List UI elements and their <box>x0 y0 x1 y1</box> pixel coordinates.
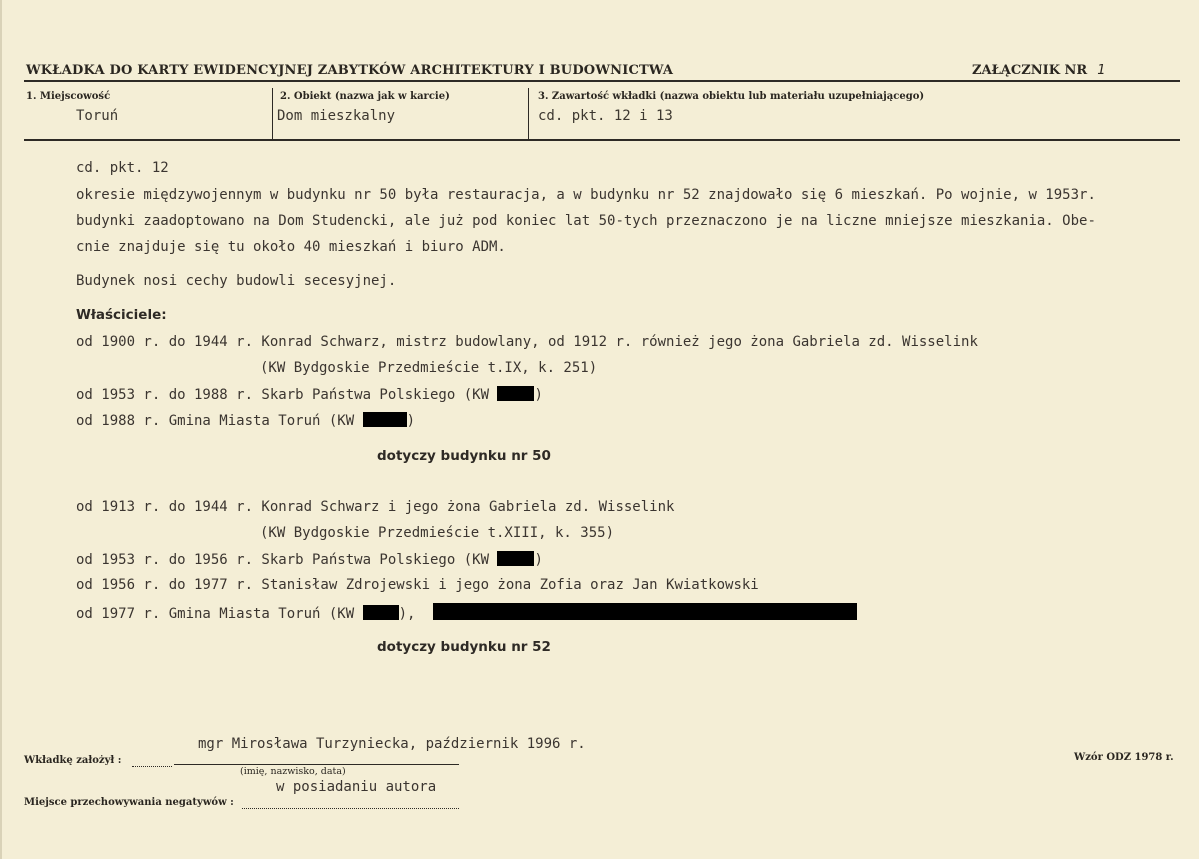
close-paren: ) <box>406 413 416 429</box>
object-value: Dom mieszkalny <box>277 108 396 124</box>
author-label: Wkładkę założył : <box>24 755 122 766</box>
card-title: WKŁADKA DO KARTY EWIDENCYJNEJ ZABYTKÓW ARCHITEKTURY I BUDOWNICTWA <box>26 63 674 78</box>
continuation-note: cd. pkt. 12 <box>76 160 169 176</box>
locality-label: 1. Miejscowość <box>26 91 111 102</box>
header-rule <box>24 80 1180 82</box>
owner-entry: od 1956 r. do 1977 r. Stanisław Zdrojewski i jego żona Zofia oraz Jan Kwiatkowski <box>76 577 759 593</box>
owner-entry <box>76 603 857 622</box>
attachment-label-text: ZAŁĄCZNIK NR <box>972 63 1088 78</box>
land-register-ref: (KW Bydgoskie Przedmieście t.IX, k. 251) <box>260 360 598 376</box>
owner-entry-text: od 1988 r. Gmina Miasta Toruń (KW <box>76 413 363 429</box>
owner-entry <box>76 412 415 429</box>
history-line-3: cnie znajduje się tu około 40 mieszkań i biuro ADM. <box>76 239 506 255</box>
redaction-block <box>363 412 407 427</box>
history-line-1: okresie międzywojennym w budynku nr 50 była restauracja, a w budynku nr 52 znajdowało się 6 mieszkań. Po wojnie, w 1953r. <box>76 187 1096 203</box>
owner-entry: od 1900 r. do 1944 r. Konrad Schwarz, mistrz budowlany, od 1912 r. również jego żona Gabriela zd. Wisselink <box>76 334 978 350</box>
author-hint: (imię, nazwisko, data) <box>240 766 346 777</box>
locality-value: Toruń <box>76 108 119 124</box>
dotted-line <box>132 765 172 767</box>
object-label: 2. Obiekt (nazwa jak w karcie) <box>280 91 450 102</box>
building-50-caption: dotyczy budynku nr 50 <box>377 448 551 464</box>
owner-entry: od 1913 r. do 1944 r. Konrad Schwarz i jego żona Gabriela zd. Wisselink <box>76 499 675 515</box>
redaction-block <box>363 605 399 620</box>
storage-label: Miejsce przechowywania negatywów : <box>24 797 234 808</box>
dotted-line <box>242 807 459 809</box>
form-template: Wzór ODZ 1978 r. <box>1074 752 1174 763</box>
content-value: cd. pkt. 12 i 13 <box>538 108 673 124</box>
content-label: 3. Zawartość wkładki (nazwa obiektu lub materiału uzupełniającego) <box>538 91 925 102</box>
owner-entry-text: od 1953 r. do 1988 r. Skarb Państwa Polskiego (KW <box>76 387 498 403</box>
building-52-caption: dotyczy budynku nr 52 <box>377 639 551 655</box>
style-note: Budynek nosi cechy budowli secesyjnej. <box>76 273 397 289</box>
attachment-label <box>972 63 1106 78</box>
owner-entry <box>76 551 543 568</box>
author-value: mgr Mirosława Turzyniecka, październik 1996 r. <box>198 736 586 752</box>
owner-entry <box>76 386 543 403</box>
field-divider <box>272 88 273 140</box>
history-line-2: budynki zaadoptowano na Dom Studencki, ale już pod koniec lat 50-tych przeznaczono je na liczne mniejsze mieszkania. Obe- <box>76 213 1096 229</box>
attachment-number: 1 <box>1097 63 1106 78</box>
land-register-ref: (KW Bydgoskie Przedmieście t.XIII, k. 355) <box>260 525 615 541</box>
owners-heading: Właściciele: <box>76 307 167 323</box>
section-rule <box>24 139 1180 141</box>
storage-value: w posiadaniu autora <box>276 779 437 795</box>
redaction-block <box>497 551 534 566</box>
close-paren: ) <box>534 387 543 403</box>
signature-line <box>174 763 459 765</box>
field-divider <box>528 88 529 140</box>
owner-entry-text: od 1953 r. do 1956 r. Skarb Państwa Polskiego (KW <box>76 552 498 568</box>
owner-entry-text: od 1977 r. Gmina Miasta Toruń (KW <box>76 606 363 622</box>
owner-entry-suffix: ), <box>398 606 416 622</box>
redaction-block <box>433 603 857 620</box>
redaction-block <box>497 386 534 401</box>
close-paren: ) <box>534 552 543 568</box>
